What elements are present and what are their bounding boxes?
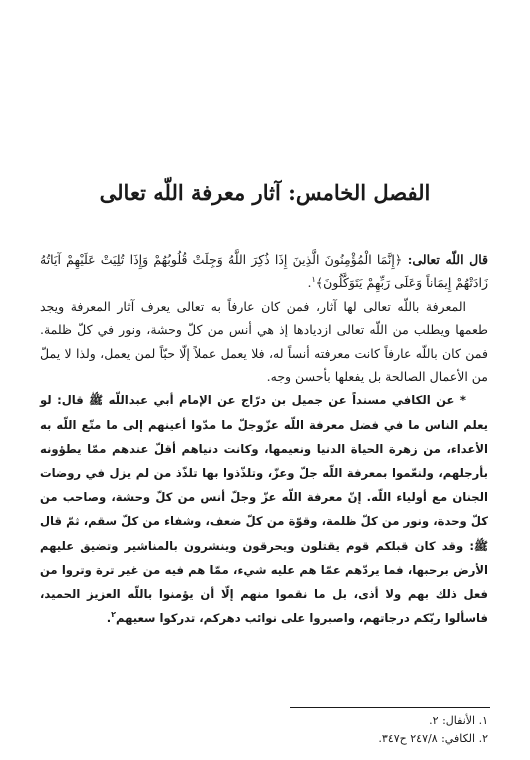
quran-lead: قال اللّه تعالى: <box>402 252 488 267</box>
chapter-title: الفصل الخامس: آثار معرفة اللّه تعالى <box>99 180 431 205</box>
footnote-ref-1[interactable]: ١ <box>311 275 316 285</box>
knowledge-paragraph: المعرفة باللّه تعالى لها آثار، فمن كان عارفاً به تعالى يعرف آثار المعرفة ويجد طعمها ويطلب من اللّه تعالى ازديادها إذ هي أنس من كلّ وحشة، ونور في كلّ ظلمة. فمن كان باللّه عارفاً كانت معرفته أنساً له، فلا يعمل عملاً إلّا حبّاً لمن يعمل، ولذا لا يملّ من الأعمال الصالحة بل يفعلها بأحسن وجه. <box>40 298 488 385</box>
footnote-2: ٢. الكافي: ٢٤٧/٨ ح٣٤٧. <box>378 732 488 745</box>
hadith-tail: . <box>106 611 112 626</box>
body-text <box>40 248 488 630</box>
hadith-paragraph <box>40 388 488 630</box>
footnote-ref-2[interactable]: ٢ <box>111 610 117 620</box>
hadith-text: * عن الكافي مسنداً عن جميل بن درّاج عن الإمام أبي عبداللّه ﷺ قال: لو يعلم الناس ما في فضل معرفة اللّه عزّوجلّ ما مدّوا أعينهم إلى ما متّع اللّه به الأعداء، من زهرة الحياة الدنيا ونعيمها، وكانت دنياهم أقلّ عندهم ممّا يطؤونه بأرجلهم، ولنعّموا بمعرفة اللّه جلّ وعزّ، وتلذّذوا بها تلذّذ من لم يزل في روضات الجنان مع أولياء اللّه. إنّ معرفة اللّه عزّ وجلّ أنس من كلّ وحشة، وصاحب من كلّ وحدة، ونور من كلّ ظلمة، وقوّة من كلّ ضعف، وشفاء من كلّ سقم، ثمّ قال ﷺ: وقد كان قبلكم قوم يقتلون ويحرقون وينشرون بالمناشير وتضيق عليهم الأرض برحبها، فما يردّهم عمّا هم عليه شيء، ممّا هم فيه من غير ترة وتروا من فعل ذلك بهم ولا أذى، بل ما نقموا منهم إلّا أن يؤمنوا باللّه العزيز الحميد، فاسألوا ربّكم درجاتهم، واصبروا على نوائب دهركم، تدركوا سعيهم <box>40 393 488 626</box>
quran-paragraph <box>40 248 488 295</box>
quran-verse: ﴿إِنَّمَا الْمُؤْمِنُونَ الَّذِينَ إِذَا ذُكِرَ اللَّهُ وَجِلَتْ قُلُوبُهُمْ وَإِذَا تُلِيَتْ عَلَيْهِمْ آيَاتُهُ زَادَتْهُمْ إِيمَاناً وَعَلَى رَبِّهِمْ يَتَوَكَّلُونَ﴾ <box>40 252 488 291</box>
footnotes-list <box>60 712 488 748</box>
quran-tail: . <box>307 275 312 291</box>
footnote-1: ١. الأنفال: ٢. <box>429 714 488 727</box>
footnote-divider <box>290 707 490 708</box>
